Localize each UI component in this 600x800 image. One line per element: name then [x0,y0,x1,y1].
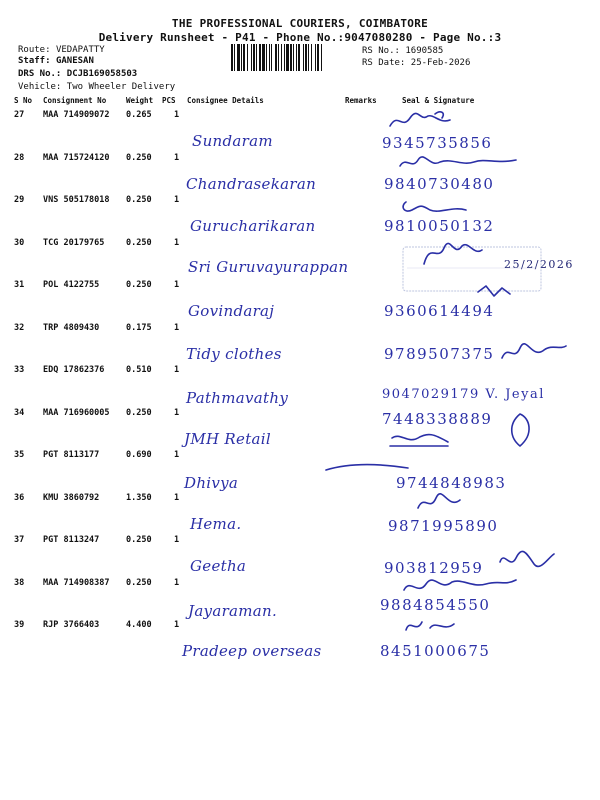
route-value: VEDAPATTY [55,45,105,55]
consignee-name: Gurucharikaran [190,217,316,235]
consignee-phone: 8451000675 [380,642,491,660]
sno-cell: 39 [14,620,25,630]
consignee-phone: 9789507375 [384,344,495,363]
signature-32 [498,340,568,366]
sno-cell: 33 [14,365,25,375]
consignee-phone: 9360614494 [384,302,495,320]
consignment-cell: MAA 716960005 [43,407,110,418]
sno-cell: 36 [14,492,25,503]
sno-cell: 28 [14,152,25,163]
sno-cell: 38 [14,577,25,588]
table-row [0,450,600,492]
weight-cell: 0.510 [126,365,152,375]
consignee-phone: 7448338889 [382,409,493,428]
consignee-phone: 9047029179 V. Jeyal [382,387,545,402]
consignee-name: Pradeep overseas [182,642,322,660]
consignee-name: Pathmavathy [186,389,289,407]
signature-29 [396,196,496,218]
consignee-name: Chandrasekaran [186,174,317,193]
consignment-cell: PGT 8113177 [43,450,100,460]
vehicle-label: Vehicle: [18,82,62,92]
runsheet-subtitle: Delivery Runsheet - P41 - Phone No.:9047080280 - Page No.:3 [98,31,502,44]
col-consignee: Consignee Details [187,96,264,105]
pcs-cell: 1 [174,407,180,418]
pcs-cell: 1 [174,322,180,333]
col-sno: S No [14,96,33,105]
table-row [0,365,600,407]
consignee-name: Geetha [190,557,247,575]
weight-cell: 0.250 [126,237,152,248]
weight-cell: 0.250 [126,407,152,418]
consignee-name: JMH Retail [184,429,271,448]
staff-label: Staff: [18,56,51,66]
consignee-name: Jayaraman. [188,601,278,620]
table-row [0,195,600,237]
signature-39 [400,616,460,636]
consignment-cell: MAA 715724120 [43,152,110,163]
rs-date-line [362,58,470,68]
sno-cell: 34 [14,407,25,418]
consignee-name: Sundaram [192,132,273,150]
consignee-phone: 9810050132 [384,217,495,235]
route-line [18,45,105,55]
sno-cell: 37 [14,535,25,545]
consignment-cell: MAA 714908387 [43,577,110,588]
signature-27 [380,108,500,132]
signature-31-mark [474,282,534,302]
consignee-phone: 25/2/2026 [504,257,574,271]
consignment-cell: VNS 505178018 [43,195,110,205]
signature-36 [414,492,464,514]
table-row [0,620,600,662]
pcs-cell: 1 [174,110,180,120]
rs-no-line [362,46,443,56]
signature-35-line [322,460,412,474]
weight-cell: 4.400 [126,620,152,630]
pcs-cell: 1 [174,620,180,630]
col-seal: Seal & Signature [402,96,475,105]
consignee-phone: 9884854550 [380,595,491,614]
consignment-cell: PGT 8113247 [43,535,100,545]
pcs-cell: 1 [174,492,180,503]
consignment-cell: EDQ 17862376 [43,365,105,375]
rs-no-value: 1690585 [405,46,444,56]
drs-line [18,69,137,79]
vehicle-line [18,82,175,92]
rs-date-value: 25-Feb-2026 [410,58,471,68]
pcs-cell: 1 [174,152,180,163]
consignment-cell: RJP 3766403 [43,620,100,630]
consignee-phone: 9871995890 [388,516,499,535]
sno-cell: 35 [14,450,25,460]
pcs-cell: 1 [174,280,180,290]
consignee-phone: 9345735856 [382,134,493,152]
weight-cell: 0.250 [126,152,152,163]
sno-cell: 29 [14,195,25,205]
signature-28 [396,152,526,174]
pcs-cell: 1 [174,450,180,460]
table-row [0,110,600,152]
pcs-cell: 1 [174,365,180,375]
consignee-name: Dhivya [184,474,239,492]
weight-cell: 0.250 [126,535,152,545]
company-title: THE PROFESSIONAL COURIERS, COIMBATORE [171,17,429,30]
sno-cell: 31 [14,280,25,290]
consignee-name: Govindaraj [188,302,275,320]
signature-38 [400,576,520,598]
weight-cell: 0.690 [126,450,152,460]
col-consignment: Consignment No [43,96,107,105]
consignee-name: Tidy clothes [186,344,282,363]
consignee-phone: 9840730480 [384,174,495,193]
signature-34 [500,410,540,450]
consignment-cell: KMU 3860792 [43,492,100,503]
staff-line [18,56,94,66]
pcs-cell: 1 [174,195,180,205]
sno-cell: 27 [14,110,25,120]
sno-cell: 32 [14,322,25,333]
pcs-cell: 1 [174,237,180,248]
consignee-name: Hema. [190,514,242,533]
consignment-cell: TRP 4809430 [43,322,100,333]
weight-cell: 0.265 [126,110,152,120]
sno-cell: 30 [14,237,25,248]
weight-cell: 0.250 [126,577,152,588]
route-label: Route: [18,45,51,55]
rs-date-label: RS Date: [362,58,406,68]
pcs-cell: 1 [174,577,180,588]
weight-cell: 0.250 [126,280,152,290]
staff-value: GANESAN [55,56,94,66]
rs-no-label: RS No.: [362,46,400,56]
signature-37 [496,548,556,574]
barcode [231,44,357,71]
barcode-bar [322,44,323,71]
consignment-cell: MAA 714909072 [43,110,110,120]
consignment-cell: POL 4122755 [43,280,100,290]
consignee-phone: 9744848983 [396,474,507,492]
pcs-cell: 1 [174,535,180,545]
weight-cell: 0.250 [126,195,152,205]
column-headers [0,96,600,106]
weight-cell: 1.350 [126,492,152,503]
table-row [0,493,600,535]
drs-label: DRS No.: [18,69,62,79]
drs-value: DCJB169058503 [66,69,138,79]
consignee-name: Sri Guruvayurappan [188,257,349,276]
consignment-cell: TCG 20179765 [43,237,105,248]
col-pcs: PCS [162,96,176,105]
col-remarks: Remarks [345,96,377,105]
col-weight: Weight [126,96,154,105]
weight-cell: 0.175 [126,322,152,333]
consignee-phone: 903812959 [384,559,484,577]
vehicle-value: Two Wheeler Delivery [66,82,176,92]
signature-34-name [388,428,458,450]
signature-30 [420,238,510,268]
